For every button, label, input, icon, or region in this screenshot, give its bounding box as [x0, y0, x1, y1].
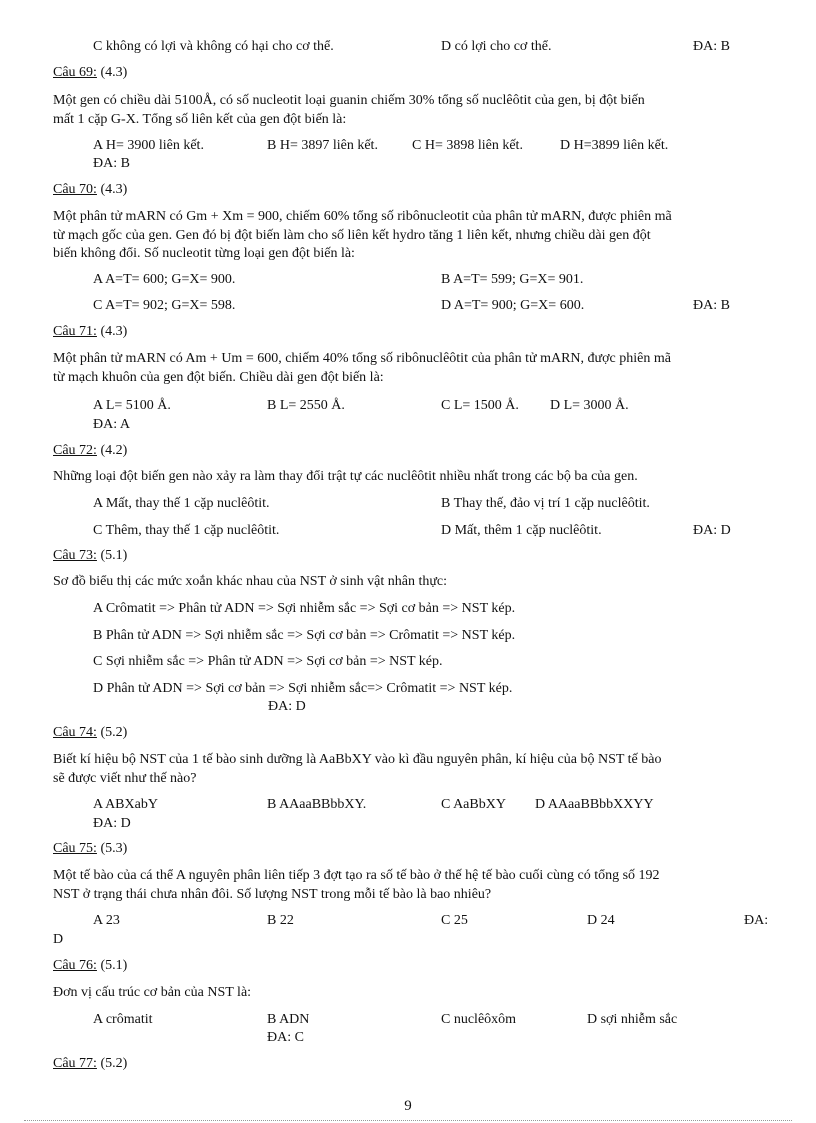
question-71-code: (4.3)	[100, 324, 128, 339]
question-71-text-2: từ mạch khuôn của gen đột biến. Chiều dài gen đột biến là:	[53, 370, 384, 385]
question-73-code: (5.1)	[100, 548, 128, 563]
question-69-text-1: Một gen có chiều dài 5100Å, có số nucleotit loại guanin chiếm 30% tổng số nuclêôtit của gen, bị đột biến	[53, 93, 645, 108]
question-73-heading	[53, 547, 127, 565]
question-75-option-b: B 22	[267, 913, 294, 928]
question-75-option-d: D 24	[587, 913, 615, 928]
question-74-heading	[53, 724, 127, 742]
question-74-code: (5.2)	[100, 725, 128, 740]
question-70-heading	[53, 181, 127, 199]
question-72-option-b: B Thay thế, đảo vị trí 1 cặp nuclêôtit.	[441, 496, 650, 511]
question-75-answer-value: D	[53, 932, 64, 947]
question-75-answer-label: ĐA:	[744, 913, 769, 928]
question-70-option-d: D A=T= 900; G=X= 600.	[441, 298, 585, 313]
question-71-option-d: D L= 3000 Å.	[550, 398, 629, 413]
question-71-option-a: A L= 5100 Å.	[93, 398, 171, 413]
question-69-text-2: mất 1 cặp G-X. Tổng số liên kết của gen đột biến là:	[53, 112, 347, 127]
question-70-text-3: biến không đổi. Số nucleotit từng loại gen đột biến là:	[53, 246, 355, 261]
question-71-option-b: B L= 2550 Å.	[267, 398, 345, 413]
question-70-text-1: Một phân tử mARN có Gm + Xm = 900, chiếm 60% tổng số ribônucleotit của phân tử mARN, được phiên mã	[53, 209, 672, 224]
question-72-text-1: Những loại đột biến gen nào xảy ra làm thay đổi trật tự các nuclêôtit nhiều nhất trong các bộ ba của gen.	[53, 469, 638, 484]
question-69-option-d: D H=3899 liên kết.	[560, 138, 669, 153]
top-option-c: C không có lợi và không có hại cho cơ thể.	[93, 39, 334, 54]
footer-divider	[24, 1120, 792, 1121]
question-74-option-b: B AAaaBBbbXY.	[267, 797, 367, 812]
question-74-option-d: D AAaaBBbbXXYY	[535, 797, 654, 812]
question-74-option-a: A ABXabY	[93, 797, 158, 812]
question-76-heading	[53, 957, 127, 975]
question-75-text-2: NST ở trạng thái chưa nhân đôi. Số lượng NST trong mỗi tế bào là bao nhiêu?	[53, 887, 492, 902]
question-73-answer: ĐA: D	[268, 699, 306, 714]
question-72-option-c: C Thêm, thay thế 1 cặp nuclêôtit.	[93, 523, 280, 538]
question-76-option-b: B ADN	[267, 1012, 310, 1027]
question-77-title: Câu 77:	[53, 1056, 97, 1071]
question-76-text-1: Đơn vị cấu trúc cơ bản của NST là:	[53, 985, 252, 1000]
question-70-option-a: A A=T= 600; G=X= 900.	[93, 272, 236, 287]
question-72-title: Câu 72:	[53, 443, 97, 458]
question-73-title: Câu 73:	[53, 548, 97, 563]
question-74-option-c: C AaBbXY	[441, 797, 506, 812]
question-71-title: Câu 71:	[53, 324, 97, 339]
question-70-text-2: từ mạch gốc của gen. Gen đó bị đột biến làm cho số liên kết hydro tăng 1 liên kết, nhưng chiều dài gen đột	[53, 228, 651, 243]
question-76-code: (5.1)	[100, 958, 128, 973]
question-74-title: Câu 74:	[53, 725, 97, 740]
question-71-text-1: Một phân tử mARN có Am + Um = 600, chiếm 40% tổng số ribônuclêôtit của phân tử mARN, được phiên mã	[53, 351, 671, 366]
question-73-option-c: C Sợi nhiễm sắc => Phân tử ADN => Sợi cơ bản => NST kép.	[93, 654, 443, 669]
question-69-title: Câu 69:	[53, 65, 97, 80]
question-70-option-c: C A=T= 902; G=X= 598.	[93, 298, 236, 313]
question-76-option-c: C nuclêôxôm	[441, 1012, 517, 1027]
question-72-option-d: D Mất, thêm 1 cặp nuclêôtit.	[441, 523, 602, 538]
question-75-option-c: C 25	[441, 913, 468, 928]
top-option-d: D có lợi cho cơ thể.	[441, 39, 552, 54]
question-74-answer: ĐA: D	[93, 816, 131, 831]
question-77-heading	[53, 1055, 127, 1073]
question-75-title: Câu 75:	[53, 841, 97, 856]
question-72-code: (4.2)	[100, 443, 128, 458]
question-69-code: (4.3)	[100, 65, 128, 80]
question-75-text-1: Một tế bào của cá thể A nguyên phân liên tiếp 3 đợt tạo ra số tế bào ở thế hệ tế bào cuối cùng có tổng số 192	[53, 868, 660, 883]
question-70-answer: ĐA: B	[693, 298, 730, 313]
question-69-option-a: A H= 3900 liên kết.	[93, 138, 204, 153]
question-76-option-d: D sợi nhiễm sắc	[587, 1012, 678, 1027]
question-69-option-b: B H= 3897 liên kết.	[267, 138, 378, 153]
question-72-heading	[53, 442, 127, 460]
question-70-code: (4.3)	[100, 182, 128, 197]
question-74-text-2: sẽ được viết như thế nào?	[53, 771, 197, 786]
page-number: 9	[404, 1098, 412, 1114]
question-73-option-b: B Phân tử ADN => Sợi nhiễm sắc => Sợi cơ bản => Crômatit => NST kép.	[93, 628, 516, 643]
question-71-answer: ĐA: A	[93, 417, 130, 432]
question-71-option-c: C L= 1500 Å.	[441, 398, 519, 413]
question-70-option-b: B A=T= 599; G=X= 901.	[441, 272, 584, 287]
question-75-code: (5.3)	[100, 841, 128, 856]
question-76-answer: ĐA: C	[267, 1030, 304, 1045]
question-71-heading	[53, 323, 127, 341]
question-69-heading	[53, 64, 127, 82]
question-72-option-a: A Mất, thay thế 1 cặp nuclêôtit.	[93, 496, 270, 511]
question-73-text-1: Sơ đồ biểu thị các mức xoắn khác nhau của NST ở sinh vật nhân thực:	[53, 574, 448, 589]
question-73-option-d: D Phân tử ADN => Sợi cơ bản => Sợi nhiễm sắc=> Crômatit => NST kép.	[93, 681, 513, 696]
question-76-option-a: A crômatit	[93, 1012, 153, 1027]
question-69-answer: ĐA: B	[93, 156, 130, 171]
question-77-code: (5.2)	[100, 1056, 128, 1071]
question-70-title: Câu 70:	[53, 182, 97, 197]
question-75-heading	[53, 840, 127, 858]
question-69-option-c: C H= 3898 liên kết.	[412, 138, 523, 153]
top-answer: ĐA: B	[693, 39, 730, 54]
question-72-answer: ĐA: D	[693, 523, 731, 538]
question-76-title: Câu 76:	[53, 958, 97, 973]
question-74-text-1: Biết kí hiệu bộ NST của 1 tế bào sinh dưỡng là AaBbXY vào kì đầu nguyên phân, kí hiệu của bộ NST tế bào	[53, 752, 662, 767]
question-75-option-a: A 23	[93, 913, 120, 928]
question-73-option-a: A Crômatit => Phân tử ADN => Sợi nhiễm sắc => Sợi cơ bản => NST kép.	[93, 601, 516, 616]
